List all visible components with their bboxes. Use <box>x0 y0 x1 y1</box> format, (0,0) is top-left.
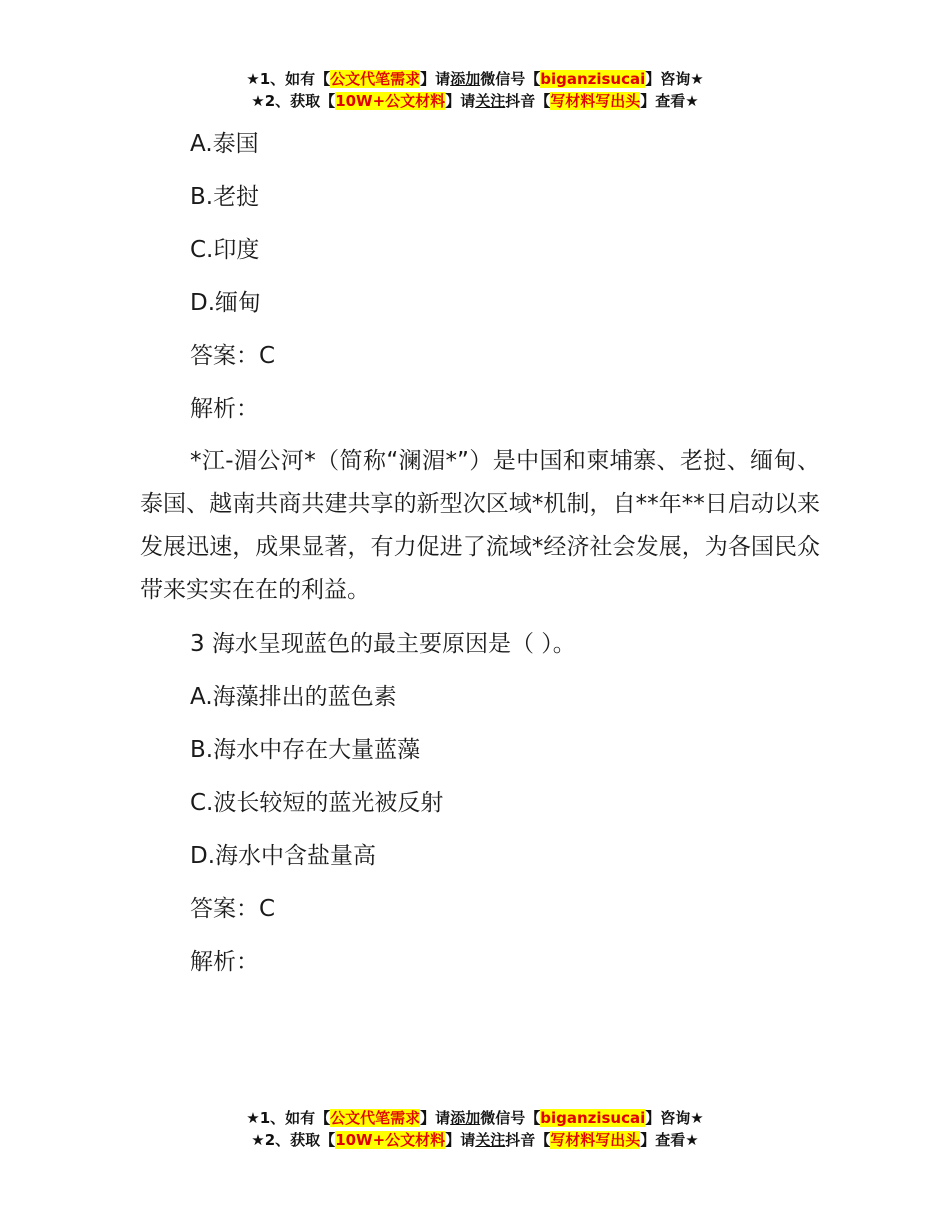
banner-highlight: 10W+公文材料 <box>335 92 446 110</box>
banner-line-2 <box>0 1129 950 1151</box>
banner-text: ★1、如有【 <box>246 70 331 88</box>
q3-question: 3 海水呈现蓝色的最主要原因是（ ）。 <box>190 631 576 657</box>
q2-option-b: B.老挝 <box>190 184 260 210</box>
q2-answer: 答案：C <box>190 343 276 369</box>
q3-option-b: B.海水中存在大量蓝藻 <box>190 737 421 763</box>
banner-highlight: biganzisucai <box>540 70 646 88</box>
q2-analysis-label: 解析： <box>190 396 259 422</box>
document-body <box>140 118 820 989</box>
banner-highlight: 写材料写出头 <box>550 1131 641 1149</box>
header-banner <box>0 68 950 112</box>
banner-text: 抖音【 <box>505 92 551 110</box>
banner-text: 】查看★ <box>640 92 699 110</box>
q3-analysis-label: 解析： <box>190 949 259 975</box>
banner-underlined: 添加 <box>450 70 481 88</box>
banner-text: 】请 <box>445 1131 476 1149</box>
banner-text: 】请 <box>420 1109 451 1127</box>
q3-answer: 答案：C <box>190 896 276 922</box>
banner-text: 】查看★ <box>640 1131 699 1149</box>
banner-text: 】请 <box>445 92 476 110</box>
banner-highlight: 写材料写出头 <box>550 92 641 110</box>
q2-option-c: C.印度 <box>190 237 260 263</box>
banner-underlined: 关注 <box>475 92 506 110</box>
q3-option-a: A.海藻排出的蓝色素 <box>190 684 397 710</box>
banner-text: ★2、获取【 <box>251 92 336 110</box>
q2-analysis-text: *江-湄公河*（简称“澜湄*”）是中国和柬埔寨、老挝、缅甸、泰国、越南共商共建共享的新型次区域*机制，自**年**日启动以来发展迅速，成果显著，有力促进了流域*经济社会发展，为各国民众带来实实在在的利益。 <box>140 448 820 603</box>
banner-underlined: 关注 <box>475 1131 506 1149</box>
banner-line-1 <box>0 68 950 90</box>
banner-highlight: 10W+公文材料 <box>335 1131 446 1149</box>
q2-option-a: A.泰国 <box>190 131 259 157</box>
q2-option-d: D.缅甸 <box>190 290 262 316</box>
banner-text: 】请 <box>420 70 451 88</box>
banner-text: 微信号【 <box>480 70 541 88</box>
banner-highlight: 公文代笔需求 <box>330 1109 421 1127</box>
banner-text: 抖音【 <box>505 1131 551 1149</box>
footer-banner <box>0 1107 950 1151</box>
q3-option-d: D.海水中含盐量高 <box>190 843 377 869</box>
banner-line-2 <box>0 90 950 112</box>
banner-highlight: biganzisucai <box>540 1109 646 1127</box>
banner-text: 】咨询★ <box>645 70 704 88</box>
banner-text: ★1、如有【 <box>246 1109 331 1127</box>
banner-text: 】咨询★ <box>645 1109 704 1127</box>
banner-text: ★2、获取【 <box>251 1131 336 1149</box>
q3-option-c: C.波长较短的蓝光被反射 <box>190 790 444 816</box>
banner-underlined: 添加 <box>450 1109 481 1127</box>
banner-text: 微信号【 <box>480 1109 541 1127</box>
banner-highlight: 公文代笔需求 <box>330 70 421 88</box>
banner-line-1 <box>0 1107 950 1129</box>
